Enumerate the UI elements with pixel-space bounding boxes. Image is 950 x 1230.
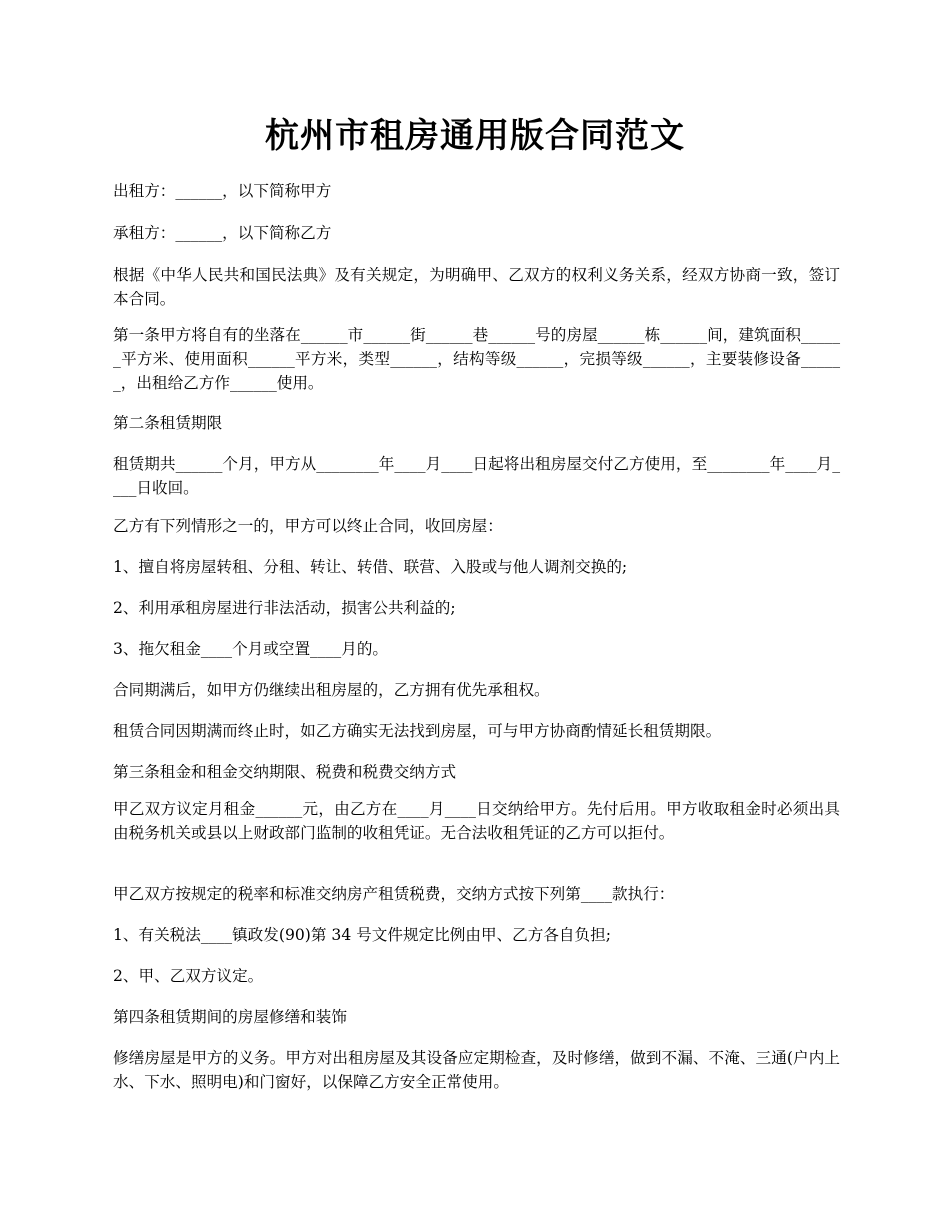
paragraph-lessor: 出租方：______，以下简称甲方 (113, 182, 332, 200)
list-item-3: 3、拖欠租金____个月或空置____月的。 (113, 640, 389, 658)
tax-option-1: 1、有关税法____镇政发(90)第 34 号文件规定比例由甲、乙方各自负担; (113, 926, 611, 944)
document-title: 杭州市租房通用版合同范文 (265, 116, 685, 156)
paragraph-lease-term: 租赁期共______个月，甲方从________年____月____日起将出租房屋交付乙方使用，至________年____月____日收回。 (113, 455, 840, 497)
heading-article-2: 第二条租赁期限 (113, 414, 223, 432)
paragraph-repairs: 修缮房屋是甲方的义务。甲方对出租房屋及其设备应定期检查，及时修缮，做到不漏、不淹、三通(户内上水、下水、照明电)和门窗好，以保障乙方安全正常使用。 (113, 1049, 840, 1091)
list-item-2: 2、利用承租房屋进行非法活动，损害公共利益的; (113, 599, 456, 617)
paragraph-extension: 租赁合同因期满而终止时，如乙方确实无法找到房屋，可与甲方协商酌情延长租赁期限。 (113, 722, 722, 740)
paragraph-rent: 甲乙双方议定月租金______元，由乙方在____月____日交纳给甲方。先付后用。甲方收取租金时必须出具由税务机关或县以上财政部门监制的收租凭证。无合法收租凭证的乙方可以拒付。 (113, 800, 840, 842)
paragraph-preamble: 根据《中华人民共和国民法典》及有关规定，为明确甲、乙双方的权利义务关系，经双方协商一致，签订本合同。 (113, 266, 840, 308)
heading-article-3: 第三条租金和租金交纳期限、税费和税费交纳方式 (113, 763, 457, 781)
paragraph-lessee: 承租方：______，以下简称乙方 (113, 224, 332, 242)
tax-option-2: 2、甲、乙双方议定。 (113, 967, 264, 985)
paragraph-article-1: 第一条甲方将自有的坐落在______市______街______巷______号的房屋______栋______间，建筑面积______平方米、使用面积______平方米，类型______，结构等级______，完损等级______，主要装修设备______，出租给乙方作______使用。 (113, 326, 840, 392)
list-item-1: 1、擅自将房屋转租、分租、转让、转借、联营、入股或与他人调剂交换的; (113, 558, 628, 576)
paragraph-renewal-priority: 合同期满后，如甲方仍继续出租房屋的，乙方拥有优先承租权。 (113, 681, 550, 699)
paragraph-tax: 甲乙双方按规定的税率和标准交纳房产租赁税费，交纳方式按下列第____款执行： (113, 885, 675, 903)
heading-article-4: 第四条租赁期间的房屋修缮和装饰 (113, 1008, 347, 1026)
paragraph-termination-intro: 乙方有下列情形之一的，甲方可以终止合同，收回房屋： (113, 517, 503, 535)
